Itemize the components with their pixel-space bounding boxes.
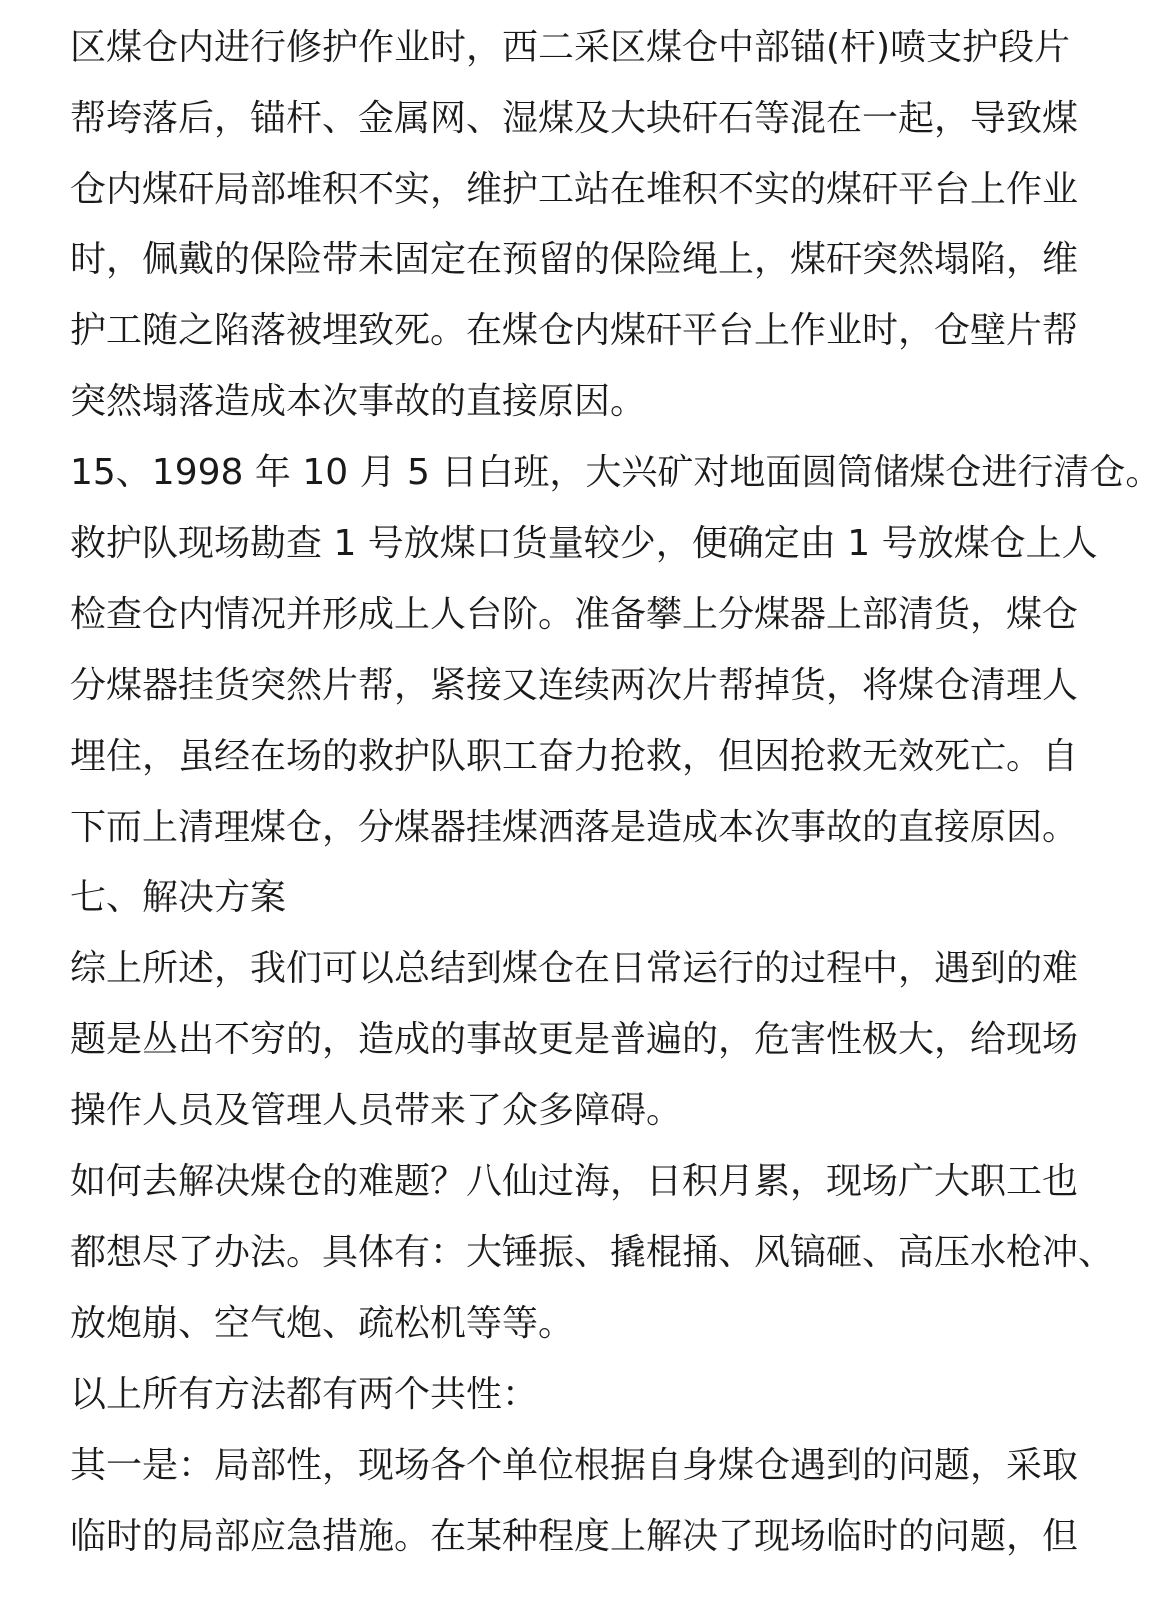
text-line: 以上所有方法都有两个共性： [70,1374,539,1415]
text-line: 操作人员及管理人员带来了众多障碍。 [70,1090,683,1131]
text-line: 区煤仓内进行修护作业时，西二采区煤仓中部锚(杆)喷支护段片 [70,27,1071,68]
text-line: 分煤器挂货突然片帮，紧接又连续两次片帮掉货，将煤仓清理人 [70,665,1079,706]
text-line: 检查仓内情况并形成上人台阶。准备攀上分煤器上部清货，煤仓 [70,594,1079,635]
text-line: 帮垮落后，锚杆、金属网、湿煤及大块矸石等混在一起，导致煤 [70,98,1079,139]
text-line: 时，佩戴的保险带未固定在预留的保险绳上，煤矸突然塌陷，维 [70,239,1079,280]
text-line: 综上所述，我们可以总结到煤仓在日常运行的过程中，遇到的难 [70,948,1079,989]
text-line: 临时的局部应急措施。在某种程度上解决了现场临时的问题，但 [70,1516,1079,1557]
text-line: 下而上清理煤仓，分煤器挂煤洒落是造成本次事故的直接原因。 [70,807,1079,848]
text-line: 救护队现场勘查 1 号放煤口货量较少，便确定由 1 号放煤仓上人 [70,523,1098,564]
text-line: 放炮崩、空气炮、疏松机等等。 [70,1303,575,1344]
section-heading: 七、解决方案 [70,877,287,918]
text-line: 埋住，虽经在场的救护队职工奋力抢救，但因抢救无效死亡。自 [70,736,1079,777]
text-line: 都想尽了办法。具体有：大锤振、撬棍捅、风镐砸、高压水枪冲、 [70,1232,1115,1273]
text-line: 15、1998 年 10 月 5 日白班，大兴矿对地面圆筒储煤仓进行清仓。 [70,452,1161,493]
text-line: 突然塌落造成本次事故的直接原因。 [70,381,647,422]
text-line: 其一是：局部性，现场各个单位根据自身煤仓遇到的问题，采取 [70,1445,1079,1486]
text-line: 仓内煤矸局部堆积不实，维护工站在堆积不实的煤矸平台上作业 [70,169,1079,210]
text-line: 如何去解决煤仓的难题？八仙过海，日积月累，现场广大职工也 [70,1161,1079,1202]
text-line: 护工随之陷落被埋致死。在煤仓内煤矸平台上作业时，仓壁片帮 [70,310,1079,351]
text-line: 题是丛出不穷的，造成的事故更是普遍的，危害性极大，给现场 [70,1019,1079,1060]
